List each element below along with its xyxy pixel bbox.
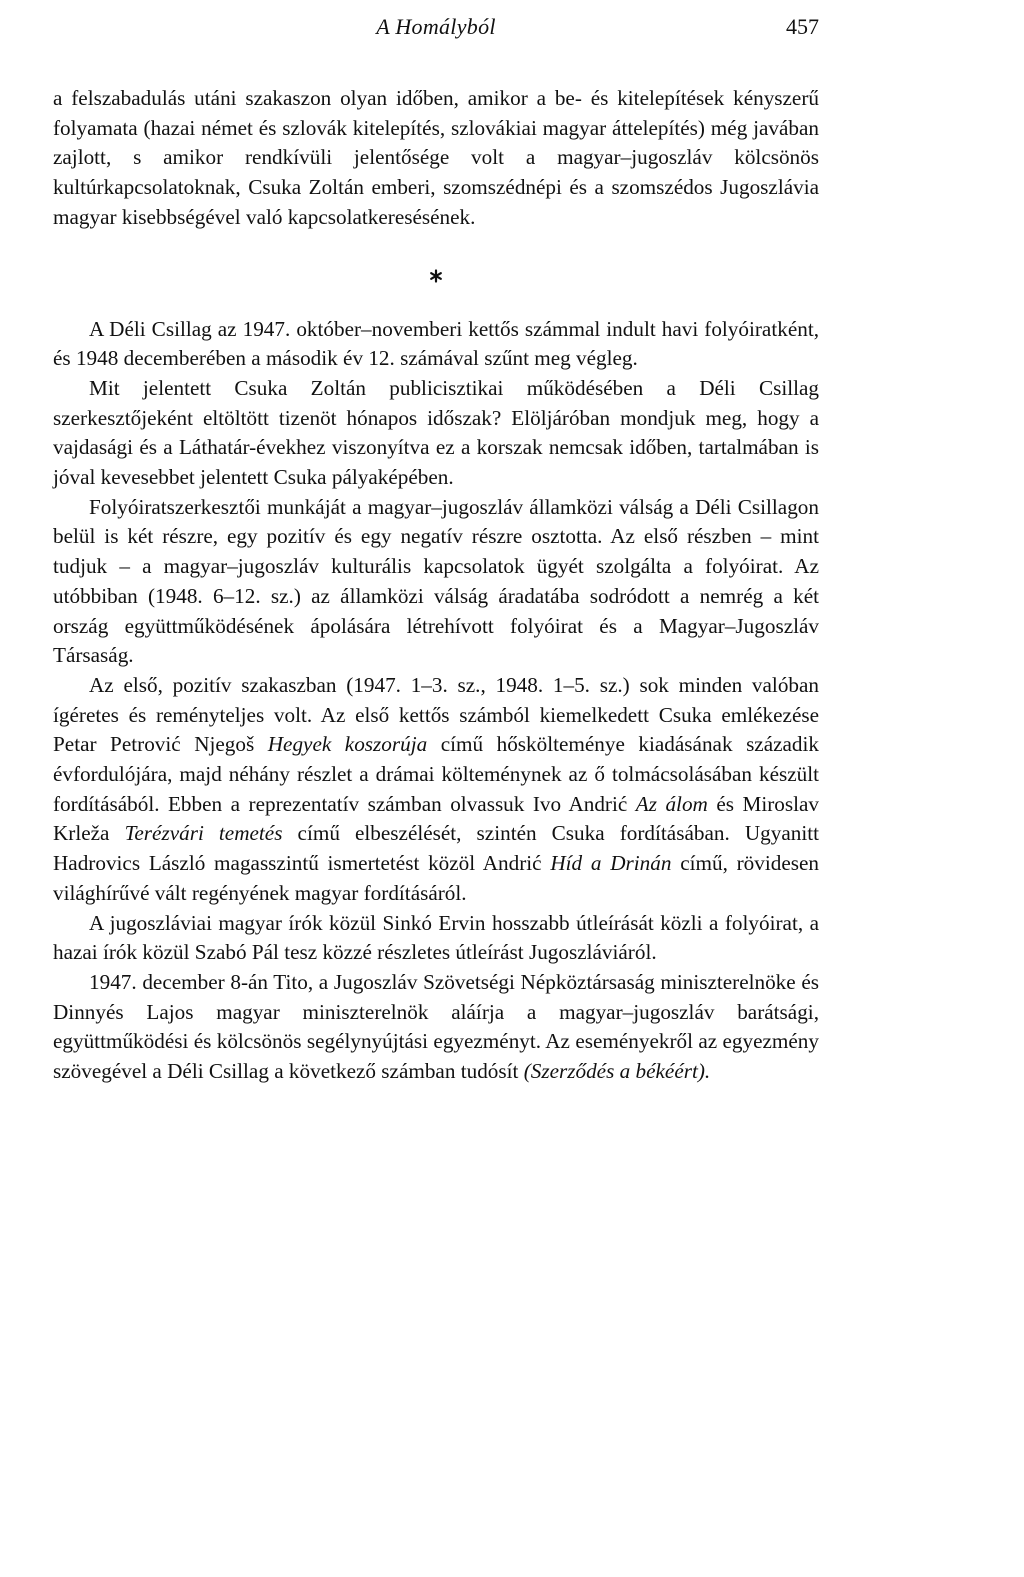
paragraph xyxy=(53,374,819,493)
text-run: Az első, pozitív szakaszban (1947. 1–3. sz., 1948. 1–5. sz.) sok minden valóban ígéretes és reményteljes volt. Az első kettős számból kiemelkedett Csuka emlékezése Petar Petrović Njegoš xyxy=(53,672,819,757)
text-run: Mit jelentett Csuka Zoltán publicisztikai működésében a Déli Csillag szerkesztőjeként eltöltött tizenöt hónapos időszak? Elöljáróban mondjuk meg, hogy a vajdasági és a Láthatár-évekhez viszonyítva ez a korszak nemcsak időben, tartalmában is jóval kevesebbet jelentett Csuka pályaképében. xyxy=(53,375,819,490)
page-number: 457 xyxy=(786,14,819,39)
asterisk-icon xyxy=(429,269,443,283)
running-head xyxy=(53,14,819,48)
italic-title: Híd a Drinán xyxy=(550,851,672,876)
text-run: Folyóiratszerkesztői munkáját a magyar–jugoszláv államközi válság a Déli Csillagon belül is két részre, egy pozitív és egy negatív részre osztotta. Az első részben – mint tudjuk – a magyar–jugoszláv kulturális kapcsolatok ügyét szolgálta a folyóirat. Az utóbbiban (1948. 6–12. sz.) az államközi válság áradatába sodródott a nemrég a két ország együttműködésének ápolására létrehívott folyóirat és a Magyar–Jugoszláv Társaság. xyxy=(53,494,819,668)
body-text xyxy=(53,84,819,1087)
text-run: című hőskölteménye kiadásának századik évfordulójára, majd néhány részlet a drámai költeménynek az ő tolmácsolásában készült fordításából. Ebben a reprezentatív számban olvassuk Ivo Andrić xyxy=(53,732,820,816)
paragraph xyxy=(53,909,819,968)
italic-title: Az álom xyxy=(635,791,708,816)
text-run: 1947. december 8-án Tito, a Jugoszláv Szövetségi Népköztársaság miniszterelnöke és Dinnyés Lajos magyar miniszterelnök aláírja a magyar–jugoszláv barátsági, együttműködési és kölcsönös segélynyújtási egyezményt. Az eseményekről az egyezmény szövegével a Déli Csillag a következő számban tudósít xyxy=(53,969,819,1084)
text-run: a felszabadulás utáni szakaszon olyan időben, amikor a be- és kitelepítések kényszerű folyamata (hazai német és szlovák kitelepítés, szlovákiai magyar áttelepítés) még javában zajlott, s amikor rendkívüli jelentősége volt a magyar–jugoszláv kölcsönös kultúrkapcsolatoknak, Csuka Zoltán emberi, szomszédnépi és a szomszédos Jugoszlávia magyar kisebbségével való kapcsolatkeresésének. xyxy=(53,86,819,229)
paragraph xyxy=(53,315,819,374)
italic-title: Hegyek koszorúja xyxy=(267,732,428,757)
section-separator xyxy=(53,245,819,307)
running-title: A Homályból xyxy=(376,14,496,39)
text-run: A Déli Csillag az 1947. október–novemberi kettős számmal indult havi folyóiratként, és 1948 decemberében a második év 12. számával szűnt meg végleg. xyxy=(53,316,819,371)
paragraph xyxy=(53,671,819,909)
paragraph xyxy=(53,968,819,1087)
text-run: című, rövidesen világhírűvé vált regényének magyar fordításáról. xyxy=(53,851,819,905)
text-run: A jugoszláviai magyar írók közül Sinkó Ervin hosszabb útleírását közli a folyóirat, a hazai írók közül Szabó Pál tesz közzé részletes útleírást Jugoszláviáról. xyxy=(53,910,819,965)
italic-title: Terézvári temetés xyxy=(124,821,283,846)
text-run: című elbeszélését, szintén Csuka fordításában. Ugyanitt Hadrovics László magasszintű ismertetést közöl Andrić xyxy=(53,821,819,876)
italic-title: (Szerződés a békéért). xyxy=(523,1059,711,1084)
paragraph xyxy=(53,84,819,233)
paragraph xyxy=(53,493,819,671)
text-run: és Miroslav Krleža xyxy=(53,791,819,846)
